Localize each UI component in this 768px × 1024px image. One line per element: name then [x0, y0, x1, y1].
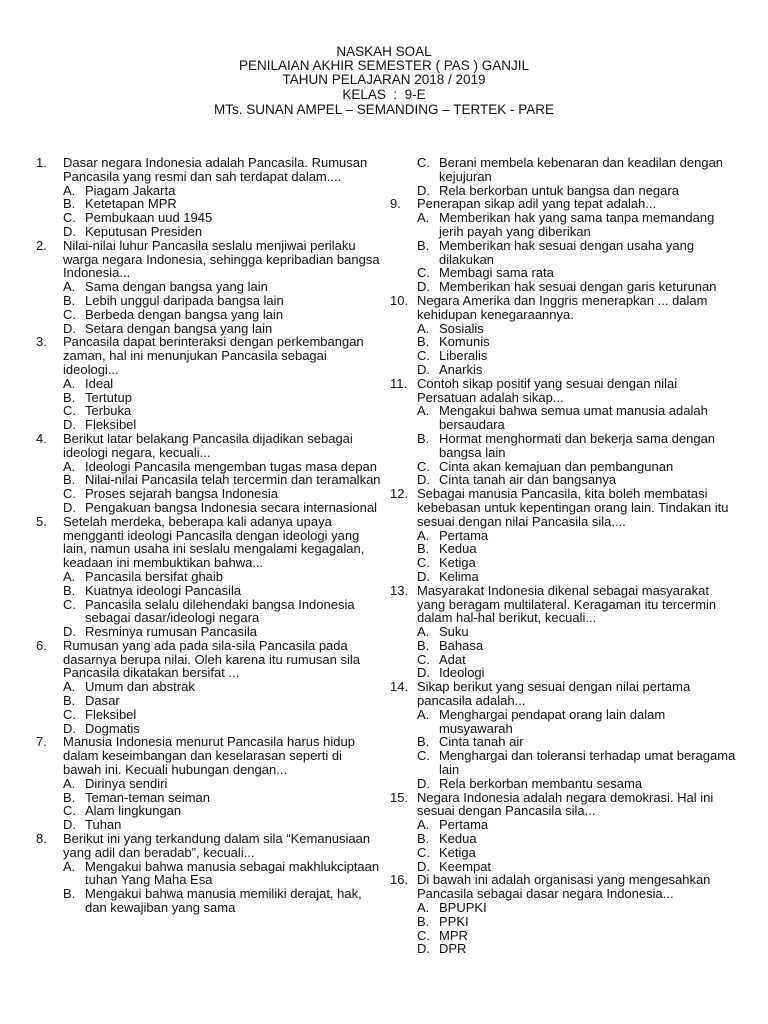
answer-option — [417, 184, 740, 198]
header-exam-name: PENILAIAN AKHIR SEMESTER ( PAS ) GANJIL — [238, 58, 530, 74]
answer-option — [63, 294, 382, 308]
option-text: Pengakuan bangsa Indonesia secara internasional — [85, 499, 377, 515]
option-letter: C. — [63, 306, 76, 322]
option-letter: D. — [63, 624, 76, 640]
answer-option — [63, 777, 382, 791]
answer-option — [417, 335, 740, 349]
option-letter: D. — [417, 665, 430, 681]
question-text: Negara Amerika dan Inggris menerapkan ... dalam kehidupan kenegaraannya. — [417, 292, 708, 322]
option-text: Suku — [439, 624, 469, 640]
option-letter: C. — [63, 706, 76, 722]
option-letter: A. — [417, 210, 430, 226]
question-number: 1. — [36, 155, 47, 170]
answer-option — [417, 322, 740, 336]
option-letter: B. — [417, 237, 430, 253]
answer-option — [417, 749, 740, 777]
answer-option — [417, 653, 740, 667]
option-letter: D. — [417, 472, 430, 488]
answer-option — [63, 322, 382, 336]
right-column — [390, 156, 740, 956]
answer-option — [63, 791, 382, 805]
question-number: 8. — [36, 831, 47, 847]
question-text: Masyarakat Indonesia dikenal sebagai masyarakat yang beragam multilateral. Keragaman itu tercermin dalam hal-hal berikut, kecuali... — [417, 582, 717, 626]
question-number: 4. — [36, 430, 47, 446]
option-letter: A. — [63, 858, 76, 874]
question-text: Pancasila dapat berinteraksi dengan perkembangan zaman, hal ini menunjukan Pancasila sebagai ideologi... — [63, 334, 364, 377]
option-text: Ketiga — [439, 844, 476, 860]
option-text: Hormat menghormati dan bekerja sama dengan bangsa lain — [439, 430, 716, 460]
option-text: Umum dan abstrak — [85, 679, 195, 695]
option-text: Anarkis — [439, 361, 483, 377]
question-body — [63, 735, 382, 832]
answer-option — [63, 418, 382, 432]
option-letter: D. — [417, 568, 430, 584]
question-item — [36, 832, 382, 915]
question-number: 14. — [390, 679, 409, 695]
answer-option — [417, 639, 740, 653]
option-letter: B. — [63, 389, 76, 405]
option-letter: D. — [63, 499, 76, 515]
answer-option — [417, 404, 740, 432]
question-number: 15. — [390, 789, 409, 805]
option-text: Fleksibel — [85, 417, 137, 433]
option-text: Alam lingkungan — [85, 803, 182, 819]
answer-option — [63, 625, 382, 639]
question-text: Sebagai manusia Pancasila, kita boleh membatasi kebebasan untuk kepentingan orang lain. Tindakan itu sesuai dengan nilai Pancasila sila.... — [417, 486, 729, 529]
option-letter: D. — [63, 817, 76, 833]
option-text: Dogmatis — [85, 720, 140, 736]
answer-option — [417, 432, 740, 460]
answer-option — [63, 280, 382, 294]
question-body — [417, 584, 740, 681]
option-text: Pembukaan uud 1945 — [85, 210, 213, 226]
question-text: Nilai-nilai luhur Pancasila seslalu menjiwai perilaku warga negara Indonesia, sehingga kepribadian bangsa Indonesia... — [63, 237, 380, 281]
option-letter: A. — [63, 775, 76, 791]
question-body — [63, 832, 382, 915]
answer-option — [417, 777, 740, 791]
answer-option — [63, 680, 382, 694]
question-body — [417, 791, 740, 874]
option-letter: A. — [417, 624, 430, 640]
answer-option — [417, 239, 740, 267]
option-text: Adat — [439, 651, 466, 667]
option-letter: C. — [417, 458, 430, 474]
option-letter: B. — [417, 430, 430, 446]
option-letter: B. — [417, 734, 430, 750]
option-text: Pertama — [439, 817, 489, 833]
option-text: Menghargai pendapat orang lain dalam musyawarah — [439, 706, 666, 736]
question-body — [63, 335, 382, 432]
option-letter: B. — [417, 831, 430, 847]
option-letter: B. — [63, 886, 76, 902]
option-letter: B. — [63, 582, 76, 598]
answer-option — [63, 598, 382, 626]
option-text: Proses sejarah bangsa Indonesia — [85, 486, 278, 502]
option-text: Mengakui bahwa semua umat manusia adalah bersaudara — [439, 403, 708, 433]
answer-option — [417, 349, 740, 363]
question-text: Negara Indonesia adalah negara demokrasi. Hal ini sesuai dengan Pancasila sila... — [417, 789, 714, 819]
option-letter: A. — [63, 458, 76, 474]
answer-option — [417, 570, 740, 584]
option-letter: A. — [63, 279, 76, 295]
answer-option — [63, 377, 382, 391]
question-text: Dasar negara Indonesia adalah Pancasila. Rumusan Pancasila yang resmi dan sah terdapat dalam.... — [63, 155, 368, 184]
question-number: 9. — [390, 196, 401, 212]
answer-option — [63, 391, 382, 405]
option-text: Keputusan Presiden — [85, 223, 203, 239]
question-text: Manusia Indonesia menurut Pancasila harus hidup dalam keseimbangan dan keselarasan seperti di bawah ini. Kecuali hubungan dengan... — [63, 734, 355, 778]
option-letter: A. — [417, 527, 430, 543]
answer-option — [417, 666, 740, 680]
question-body — [63, 515, 382, 639]
option-text: Rela berkorban membantu sesama — [439, 775, 643, 791]
option-letter: C. — [63, 803, 76, 819]
answer-option — [417, 901, 740, 915]
answer-option — [417, 942, 740, 956]
answer-option — [63, 211, 382, 225]
option-letter: B. — [63, 292, 76, 308]
answer-option — [63, 722, 382, 736]
question-number: 13. — [390, 582, 409, 598]
question-8-continued-options — [390, 156, 740, 197]
answer-option — [417, 860, 740, 874]
option-letter: C. — [417, 927, 430, 943]
option-text: Mengakui bahwa manusia memiliki derajat, hak, dan kewajiban yang sama — [85, 886, 362, 916]
answer-option — [63, 570, 382, 584]
option-text: Mengakui bahwa manusia sebagai makhlukciptaan tuhan Yang Maha Esa — [85, 858, 380, 888]
header-year: TAHUN PELAJARAN 2018 / 2019 — [282, 72, 486, 88]
answer-option — [417, 556, 740, 570]
question-item — [390, 873, 740, 956]
option-letter: D. — [63, 223, 76, 239]
option-text: DPR — [439, 941, 467, 957]
option-text: Dirinya sendiri — [85, 775, 168, 791]
question-item — [36, 639, 382, 736]
option-text: Kelima — [439, 568, 479, 584]
option-letter: A. — [417, 900, 430, 916]
option-letter: D. — [417, 858, 430, 874]
option-letter: C. — [417, 155, 430, 170]
question-body — [417, 197, 740, 294]
option-letter: B. — [417, 334, 430, 350]
answer-option — [417, 846, 740, 860]
option-text: Komunis — [439, 334, 490, 350]
answer-option — [63, 197, 382, 211]
option-letter: A. — [417, 706, 430, 722]
question-item — [36, 239, 382, 336]
option-text: PPKI — [439, 913, 469, 929]
option-letter: C. — [417, 348, 430, 364]
question-item — [390, 680, 740, 790]
answer-option — [63, 860, 382, 888]
answer-option — [63, 487, 382, 501]
option-text: Berbeda dengan bangsa yang lain — [85, 306, 284, 322]
answer-option — [417, 363, 740, 377]
question-item — [390, 197, 740, 294]
option-text: Kuatnya ideologi Pancasila — [85, 582, 242, 598]
header-school: MTs. SUNAN AMPEL – SEMANDING – TERTEK - PARE — [213, 101, 555, 117]
option-text: MPR — [439, 927, 468, 943]
option-text: Dasar — [85, 693, 120, 709]
option-text: Cinta tanah air dan bangsanya — [439, 472, 617, 488]
answer-option — [417, 915, 740, 929]
option-text: Pancasila bersifat ghaib — [85, 568, 224, 584]
answer-option — [63, 473, 382, 487]
left-column — [36, 156, 382, 915]
option-letter: D. — [63, 320, 76, 336]
option-letter: D. — [417, 279, 430, 295]
question-item — [36, 335, 382, 432]
answer-option — [417, 529, 740, 543]
question-text: Berikut latar belakang Pancasila dijadikan sebagai ideologi negara, kecuali... — [63, 430, 353, 460]
option-letter: C. — [63, 403, 76, 419]
question-item — [390, 377, 740, 487]
option-letter: C. — [63, 486, 76, 502]
option-letter: C. — [417, 265, 430, 281]
question-body — [417, 377, 740, 487]
option-text: Sosialis — [439, 320, 484, 336]
option-text: Cinta tanah air — [439, 734, 524, 750]
question-item — [36, 432, 382, 515]
option-text: Menghargai dan toleransi terhadap umat beragama lain — [439, 748, 736, 778]
question-number: 6. — [36, 637, 47, 653]
option-letter: B. — [63, 472, 76, 488]
option-text: Berani membela kebenaran dan keadilan dengan kejujuran — [439, 155, 724, 184]
option-text: Ketetapan MPR — [85, 196, 177, 212]
answer-option — [63, 184, 382, 198]
answer-option — [63, 404, 382, 418]
option-letter: B. — [417, 637, 430, 653]
question-text: Sikap berikut yang sesuai dengan nilai pertama pancasila adalah... — [417, 679, 691, 709]
option-text: Ideal — [85, 375, 114, 391]
question-item — [36, 515, 382, 639]
question-item — [390, 294, 740, 377]
option-text: Piagam Jakarta — [85, 182, 176, 198]
answer-option — [63, 460, 382, 474]
option-text: Pancasila selalu dilehendaki bangsa Indonesia sebagai dasar/ideologi negara — [85, 596, 355, 626]
question-item — [36, 156, 382, 239]
option-text: Tertutup — [85, 389, 132, 405]
option-text: Teman-teman seiman — [85, 789, 210, 805]
answer-option — [417, 542, 740, 556]
header-title: NASKAH SOAL — [336, 44, 432, 59]
option-letter: C. — [417, 555, 430, 571]
answer-option — [417, 625, 740, 639]
question-body — [63, 239, 382, 336]
answer-option — [63, 708, 382, 722]
question-text: Penerapan sikap adil yang tepat adalah... — [417, 196, 657, 212]
option-letter: D. — [63, 720, 76, 736]
option-letter: C. — [417, 651, 430, 667]
option-text: Ideologi — [439, 665, 485, 681]
answer-option — [417, 708, 740, 736]
question-number: 3. — [36, 334, 47, 350]
option-text: Cinta akan kemajuan dan pembangunan — [439, 458, 674, 474]
answer-option — [63, 818, 382, 832]
answer-option — [417, 473, 740, 487]
option-text: Rela berkorban untuk bangsa dan negara — [439, 182, 679, 198]
option-text: Ketiga — [439, 555, 476, 571]
option-letter: A. — [417, 320, 430, 336]
question-number: 16. — [390, 872, 409, 888]
answer-option — [417, 460, 740, 474]
option-letter: B. — [417, 913, 430, 929]
answer-option — [417, 156, 740, 184]
question-number: 10. — [390, 292, 409, 308]
question-number: 12. — [390, 486, 409, 502]
question-number: 2. — [36, 237, 47, 253]
question-text: Rumusan yang ada pada sila-sila Pancasila pada dasarnya berupa nilai. Oleh karena itu rumusan sila Pancasila dikatakan bersifat ... — [63, 637, 361, 681]
option-letter: A. — [63, 182, 76, 198]
question-text: Di bawah ini adalah organisasi yang mengesahkan Pancasila sebagai dasar negara Indonesia... — [417, 872, 711, 902]
option-text: Sama dengan bangsa yang lain — [85, 279, 268, 295]
answer-option — [63, 308, 382, 322]
option-letter: D. — [417, 182, 430, 198]
option-letter: C. — [63, 596, 76, 612]
option-text: Nilai-nilai Pancasila telah tercermin dan teramalkan — [85, 472, 381, 488]
option-letter: A. — [417, 817, 430, 833]
option-letter: D. — [417, 941, 430, 957]
option-letter: B. — [63, 196, 76, 212]
option-letter: B. — [63, 789, 76, 805]
question-body — [417, 487, 740, 584]
question-body — [417, 873, 740, 956]
option-letter: B. — [417, 541, 430, 557]
answer-option — [417, 929, 740, 943]
option-text: Lebih unggul daripada bangsa lain — [85, 292, 284, 308]
option-letter: C. — [417, 844, 430, 860]
answer-option — [417, 818, 740, 832]
answer-option — [63, 584, 382, 598]
option-text: Resminya rumusan Pancasila — [85, 624, 257, 640]
option-letter: D. — [417, 775, 430, 791]
option-text: Ideologi Pancasila mengemban tugas masa depan — [85, 458, 377, 474]
question-item — [36, 735, 382, 832]
option-text: Memberikan hak sesuai dengan garis keturunan — [439, 279, 717, 295]
option-text: Liberalis — [439, 348, 488, 364]
question-number: 5. — [36, 513, 47, 529]
option-text: Pertama — [439, 527, 489, 543]
question-body — [417, 680, 740, 790]
option-text: Memberikan hak yang sama tanpa memandang jerih payah yang diberikan — [439, 210, 715, 239]
option-text: Terbuka — [85, 403, 132, 419]
answer-option — [63, 694, 382, 708]
question-body — [63, 156, 382, 239]
option-text: Bahasa — [439, 637, 484, 653]
option-letter: A. — [63, 568, 76, 584]
answer-option — [417, 266, 740, 280]
question-item — [390, 487, 740, 584]
question-text: Contoh sikap positif yang sesuai dengan nilai Persatuan adalah sikap... — [417, 375, 678, 405]
option-text: Membagi sama rata — [439, 265, 554, 281]
answer-option — [417, 832, 740, 846]
option-text: Fleksibel — [85, 706, 137, 722]
question-number: 7. — [36, 734, 47, 750]
option-letter: D. — [63, 417, 76, 433]
option-letter: B. — [63, 693, 76, 709]
question-text: Setelah merdeka, beberapa kali adanya upaya mengganti ideologi Pancasila dengan ideologi yang lain, namun usaha ini seslalu mengalami kegagalan, keadaan ini membuktikan bahwa... — [63, 513, 365, 571]
answer-option — [63, 887, 382, 915]
option-text: Kedua — [439, 831, 477, 847]
option-letter: D. — [417, 361, 430, 377]
option-text: Tuhan — [85, 817, 122, 833]
answer-option — [417, 735, 740, 749]
option-text: Kedua — [439, 541, 477, 557]
option-text: Setara dengan bangsa yang lain — [85, 320, 273, 336]
header-class: KELAS : 9-E — [342, 86, 426, 102]
question-body — [63, 432, 382, 515]
question-item — [390, 584, 740, 681]
exam-header — [0, 45, 768, 117]
answer-option — [417, 280, 740, 294]
answer-option — [63, 501, 382, 515]
option-letter: A. — [63, 679, 76, 695]
question-body — [63, 639, 382, 736]
option-text: BPUPKI — [439, 900, 487, 916]
option-letter: C. — [63, 210, 76, 226]
option-letter: A. — [417, 403, 430, 419]
question-text: Berikut ini yang terkandung dalam sila “Kemanusiaan yang adil dan beradab”, kecuali... — [63, 831, 371, 860]
question-body — [417, 294, 740, 377]
answer-option — [63, 804, 382, 818]
option-letter: A. — [63, 375, 76, 391]
question-item — [390, 791, 740, 874]
option-letter: C. — [417, 748, 430, 764]
question-number: 11. — [390, 375, 408, 391]
answer-option — [63, 225, 382, 239]
option-text: Memberikan hak sesuai dengan usaha yang dilakukan — [439, 237, 695, 267]
option-text: Keempat — [439, 858, 492, 874]
answer-option — [417, 211, 740, 239]
